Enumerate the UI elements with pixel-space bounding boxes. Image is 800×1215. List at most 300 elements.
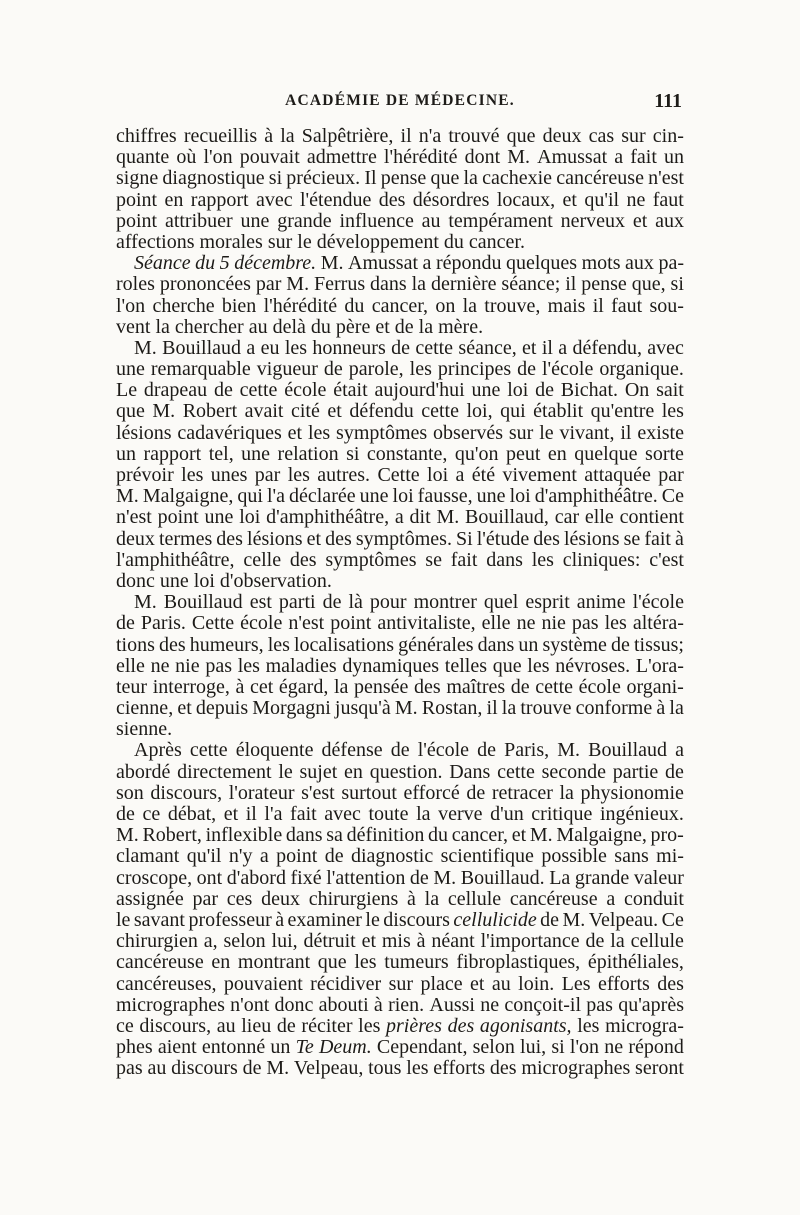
text-line (116, 974, 684, 995)
word: sur (621, 125, 646, 147)
text-line (116, 529, 684, 550)
word: cité (291, 400, 320, 423)
word: cas (588, 125, 615, 147)
text-line (116, 232, 684, 253)
word: de (409, 866, 429, 889)
word: discours, (139, 1014, 212, 1037)
word: chirurgiens (308, 887, 399, 910)
word: loi (427, 464, 449, 486)
word: d'observation. (219, 569, 332, 592)
word: répondu (435, 252, 502, 275)
word: micrographes (521, 1057, 631, 1080)
word: donc (116, 569, 155, 592)
word: ce (142, 803, 161, 825)
word: de (213, 379, 233, 402)
word: Velpeau. (588, 908, 659, 931)
word: Salpêtrière, (301, 125, 394, 147)
word: drapeau (143, 379, 208, 402)
word: que (317, 951, 347, 974)
word: par (254, 464, 281, 486)
word: ont (196, 866, 223, 889)
word: sa (326, 824, 343, 847)
word: en (344, 760, 363, 783)
word: si (346, 442, 360, 465)
word: Ce (661, 908, 684, 931)
word: nie (541, 612, 566, 635)
word: la (418, 315, 434, 338)
word: micrographes (116, 993, 225, 1016)
word: bien (221, 294, 257, 317)
word: n'est (116, 506, 152, 529)
word: loin. (518, 972, 555, 995)
text-line (116, 995, 684, 1016)
word: cet (250, 675, 274, 698)
word: anime (576, 591, 626, 614)
word: M. (562, 908, 586, 931)
word: M. (507, 146, 531, 169)
word: de (391, 336, 410, 359)
word: rien. (388, 993, 425, 1016)
word: autres. (317, 464, 371, 486)
word: de (323, 358, 343, 381)
word: selon (223, 930, 266, 953)
word: la (280, 125, 295, 147)
word: que (492, 654, 522, 677)
word: cancéreuses, (116, 972, 217, 995)
word: interroge, (152, 675, 230, 698)
word: ne (150, 654, 170, 677)
word: morales (199, 230, 263, 253)
word: l'attention (326, 866, 406, 889)
word: si (268, 167, 283, 190)
word: critique (531, 803, 593, 825)
word: Ferrus (314, 273, 366, 296)
word: pa- (658, 252, 684, 275)
word: de (324, 845, 344, 868)
word: épithéliales, (587, 951, 684, 974)
word: telles (444, 654, 487, 677)
word: et (632, 209, 648, 232)
word: pro- (650, 824, 684, 847)
word: phes (116, 1036, 153, 1059)
word: trouve (520, 697, 572, 720)
word: mis (381, 930, 411, 953)
word: au (491, 972, 511, 995)
word: nerveux (560, 209, 625, 232)
word: une (241, 442, 271, 465)
word: tempérament (448, 209, 553, 232)
word: fait (290, 803, 317, 825)
word: tumeurs (384, 951, 449, 974)
word: chirurgien (116, 930, 198, 953)
word: une (359, 485, 389, 508)
word: pense (380, 167, 427, 190)
word: l'amphithéâtre, (116, 548, 235, 571)
word: verve (438, 803, 483, 825)
word: définition (346, 824, 425, 847)
word: sur (508, 421, 534, 444)
word: de (390, 739, 410, 762)
word: a (246, 336, 256, 359)
word: et (287, 421, 303, 444)
word: la (463, 167, 478, 190)
word: point (157, 506, 199, 529)
text-line (116, 868, 684, 889)
word: une (471, 379, 501, 402)
word: la (501, 697, 517, 720)
word: décembre. (234, 252, 317, 275)
word: école (284, 379, 327, 402)
text-line (116, 571, 684, 592)
word: au (216, 1014, 236, 1037)
word: l'école (632, 591, 684, 614)
word: dont (464, 146, 501, 169)
word: lésions (116, 421, 172, 444)
word: de (477, 739, 497, 762)
running-title: ACADÉMIE DE MÉDECINE. (285, 92, 515, 109)
word: observés (433, 421, 504, 444)
word: sur (388, 972, 414, 995)
word: cadavériques (177, 421, 282, 444)
word: constante, (366, 442, 448, 465)
word: à (407, 887, 416, 910)
word: pas (205, 654, 232, 677)
text-line (116, 359, 684, 380)
word: La (549, 866, 571, 889)
word: un (663, 146, 684, 169)
word: M. (320, 252, 344, 275)
word: égard, (278, 675, 329, 698)
word: pense (581, 273, 627, 296)
word: les (267, 633, 290, 656)
word: cette (415, 336, 454, 359)
word: attribuer (164, 209, 233, 232)
word: dernière (430, 273, 497, 296)
word: Cette (191, 612, 235, 635)
word: cancer, (371, 294, 429, 317)
word: la (462, 294, 478, 317)
word: a (422, 252, 432, 275)
word: à (416, 930, 426, 953)
word: diagnostic (350, 845, 434, 868)
word: à (373, 993, 383, 1016)
word: en (211, 951, 231, 974)
word: il (541, 336, 553, 359)
word: M. (433, 866, 457, 889)
word: montrant (237, 951, 311, 974)
text-line (116, 1016, 684, 1037)
word: clamant (116, 845, 180, 868)
word: seconde (541, 760, 606, 783)
word: Les (561, 972, 591, 995)
word: et (306, 527, 322, 550)
word: loi (509, 485, 531, 508)
word: loi (239, 506, 261, 529)
word: ces (226, 887, 253, 910)
word: à (264, 125, 274, 147)
word: les (531, 548, 554, 571)
word: assignée (116, 887, 184, 910)
word: point (276, 845, 318, 868)
word: l'a (264, 803, 283, 825)
word: la (411, 273, 427, 296)
word: remarquable (150, 358, 251, 381)
word: dit (409, 506, 431, 529)
word: avec (324, 803, 361, 825)
word: efforts (433, 1057, 486, 1080)
word: Robert (182, 400, 238, 423)
word: cancer. (468, 230, 525, 253)
word: eu (260, 336, 280, 359)
text-line (116, 274, 684, 295)
word: de (540, 908, 560, 931)
word: M. (134, 336, 157, 359)
word: dans (285, 824, 323, 847)
word: nie (175, 654, 200, 677)
word: dans (486, 548, 523, 571)
word: des (158, 633, 186, 656)
word: l'on (569, 1036, 600, 1059)
word: cin- (652, 125, 684, 147)
word: été (471, 464, 496, 486)
word: a (675, 739, 684, 762)
word: que (430, 167, 460, 190)
text-line (116, 126, 684, 147)
word: les (527, 654, 550, 677)
text-line (116, 465, 684, 486)
word: selon (472, 1036, 515, 1059)
word: cette (239, 379, 278, 402)
word: vigueur (256, 358, 318, 381)
word: lui, (271, 930, 298, 953)
word: cette (497, 760, 535, 783)
word: M. (557, 739, 581, 762)
word: donc (274, 993, 314, 1016)
word: physionomie (580, 781, 684, 804)
word: parole, (348, 358, 404, 381)
word: pouvait (239, 146, 300, 169)
word: si (551, 1036, 565, 1059)
word: cellulicide (453, 908, 537, 931)
text-line (116, 380, 684, 401)
word: M. (529, 824, 553, 847)
word: défense (321, 739, 383, 762)
word: éloquente (235, 739, 314, 762)
word: aient (157, 1036, 197, 1059)
word: M. (116, 485, 139, 508)
word: abouti (318, 993, 369, 1016)
word: deux (261, 887, 300, 910)
text-line (116, 952, 684, 973)
word: au (248, 315, 268, 338)
word: l'orateur (228, 781, 295, 804)
word: est (249, 591, 272, 614)
word: humeurs, (189, 633, 264, 656)
word: deux (542, 125, 582, 147)
word: car (554, 506, 580, 529)
word: sait (656, 379, 684, 402)
word: symptômes (336, 421, 428, 444)
word: avec (647, 336, 684, 359)
word: peut (505, 442, 541, 465)
word: Dans (449, 760, 491, 783)
word: et (511, 824, 527, 847)
word: où (176, 146, 197, 169)
word: de (665, 760, 684, 783)
word: aujourd'hui (374, 379, 465, 402)
word: la (424, 887, 440, 910)
word: Ce (661, 485, 684, 508)
word: trouve, (484, 294, 541, 317)
word: deux (116, 527, 155, 550)
word: s'est (301, 781, 335, 804)
word: que, (631, 273, 666, 296)
word: du (428, 824, 449, 847)
word: des (533, 527, 560, 550)
word: cherche (152, 294, 215, 317)
word: qu'il (584, 188, 620, 211)
text-line (116, 1037, 684, 1058)
word: altéra- (632, 612, 684, 635)
word: teur (116, 675, 148, 698)
word: et (562, 188, 577, 211)
word: et (522, 336, 537, 359)
word: de (394, 315, 414, 338)
word: de (276, 1014, 296, 1037)
word: avec (255, 188, 293, 211)
word: et (327, 400, 342, 423)
word: désordres (412, 188, 490, 211)
word: valeur (633, 866, 684, 889)
word: vivement (502, 464, 577, 486)
word: fibroplastiques, (456, 951, 581, 974)
word: efforcé (403, 781, 460, 804)
word: l'hérédité (263, 294, 338, 317)
word: les (307, 421, 331, 444)
word: la (610, 930, 625, 953)
word: efforts (597, 972, 650, 995)
word: on (435, 294, 456, 317)
page-header (116, 92, 684, 122)
word: de (535, 379, 554, 402)
word: 5 (219, 252, 230, 275)
text-line (116, 592, 684, 613)
word: l'hérédité (383, 146, 458, 169)
word: possible (541, 845, 607, 868)
word: termes (158, 527, 213, 550)
word: le (278, 760, 293, 783)
word: le (539, 421, 554, 444)
word: séance; (501, 273, 561, 296)
text-line (116, 317, 684, 338)
text-line (116, 910, 684, 931)
word: loi (193, 569, 215, 592)
word: il (620, 421, 632, 444)
word: les (661, 400, 684, 423)
word: Après (134, 739, 182, 762)
word: esprit (525, 591, 570, 614)
word: des (325, 527, 352, 550)
text-line (116, 931, 684, 952)
word: point (116, 188, 158, 211)
word: L'ora- (635, 654, 684, 677)
word: microgra- (605, 1014, 684, 1037)
word: à (275, 908, 285, 931)
word: à (235, 675, 245, 698)
word: M. (394, 697, 418, 720)
word: Amussat (348, 252, 419, 275)
word: qu'entre (590, 400, 655, 423)
word: cancéreuse (556, 167, 644, 190)
word: cienne, (116, 697, 174, 720)
word: sienne. (116, 718, 173, 741)
word: l'on (203, 146, 233, 169)
word: du (310, 315, 331, 338)
word: débat, (167, 803, 217, 825)
word: fausse, (417, 485, 473, 508)
word: il (245, 803, 257, 825)
word: les (409, 358, 432, 381)
word: Morgagni (252, 697, 331, 720)
word: elle (584, 506, 614, 529)
word: entonné (201, 1036, 266, 1059)
word: ne (480, 993, 500, 1016)
text-line (116, 783, 684, 804)
word: agonisants, (479, 1014, 572, 1037)
text-line (116, 296, 684, 317)
word: chiffres (116, 125, 177, 147)
word: cancéreuse (509, 887, 598, 910)
word: l'étendue (299, 188, 372, 211)
word: toute (368, 803, 409, 825)
word: prévoir (116, 464, 174, 486)
word: et (470, 972, 485, 995)
word: des (657, 972, 684, 995)
word: M. (286, 273, 310, 296)
text-line (116, 762, 684, 783)
word: recueillis (183, 125, 258, 147)
word: savant (133, 908, 185, 931)
word: de (242, 1057, 262, 1080)
word: par (658, 464, 684, 486)
word: établit (533, 400, 584, 423)
word: partie (612, 760, 659, 783)
word: une (116, 358, 145, 381)
word: père (335, 315, 371, 338)
text-line (116, 253, 684, 274)
word: se (623, 527, 641, 550)
word: tions (116, 633, 155, 656)
word: seront (635, 1057, 684, 1080)
text-line (116, 507, 684, 528)
word: des (289, 548, 317, 571)
word: réciter (301, 1014, 353, 1037)
text-line (116, 613, 684, 634)
word: de (611, 633, 630, 656)
word: contient (619, 506, 684, 529)
word: cliniques: (562, 548, 641, 571)
word: question. (369, 760, 443, 783)
word: chercher (174, 315, 244, 338)
word: Si (456, 527, 473, 550)
text-line (116, 550, 684, 571)
word: Malgaigne, (556, 824, 647, 847)
word: une (159, 569, 189, 592)
word: son (116, 781, 144, 804)
word: avait (244, 400, 284, 423)
word: localisations (294, 633, 394, 656)
text-line (116, 719, 684, 740)
